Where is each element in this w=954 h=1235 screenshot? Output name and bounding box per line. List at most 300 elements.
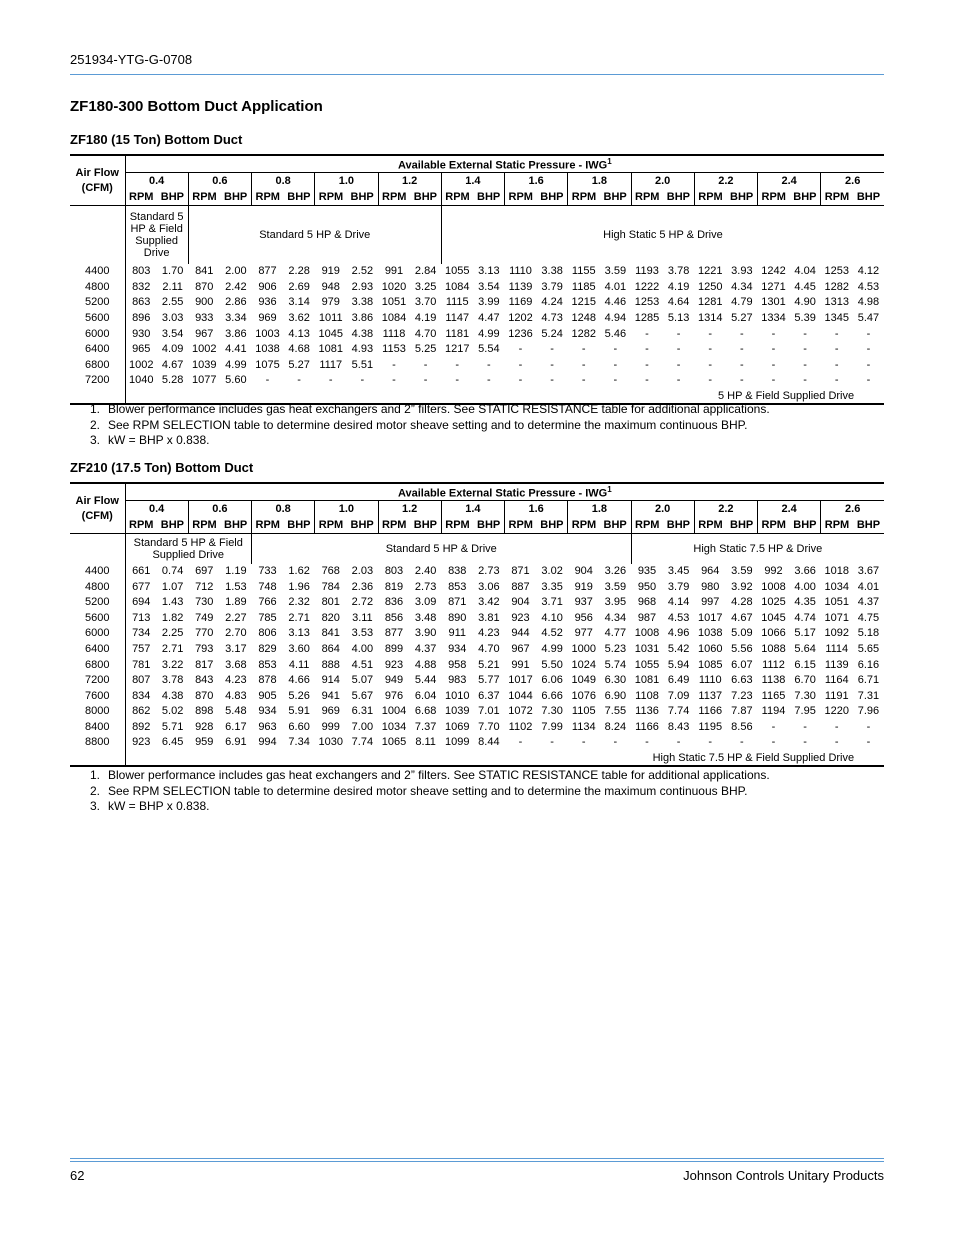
bhp-cell: 4.70	[414, 327, 437, 340]
bhp-cell: 5.21	[478, 658, 500, 671]
rpm-cell: 1084	[381, 312, 407, 325]
rpm-cell: 870	[195, 689, 214, 702]
rpm-cell: 1004	[381, 705, 407, 718]
bhp-cell: 6.90	[604, 689, 627, 702]
rpm-cell: 899	[384, 643, 404, 655]
bhp-cell: 6.37	[478, 689, 500, 702]
bhp-cell: -	[740, 343, 744, 356]
bhp-cell: 7.09	[667, 689, 690, 702]
bhp-cell: 3.38	[351, 296, 374, 309]
rpm-cell: 1137	[698, 689, 723, 702]
bhp-cell: 5.02	[161, 705, 184, 718]
bhp-cell: -	[423, 358, 428, 371]
rpm-cell: 793	[195, 643, 214, 655]
airflow-cfm-cell: 6800	[85, 358, 110, 371]
bhp-cell: 4.79	[731, 296, 753, 309]
rpm-cell: 1092	[824, 627, 849, 640]
rpm-cell: -	[771, 358, 776, 371]
bhp-cell: 3.62	[288, 312, 310, 325]
bhp-cell: 2.70	[225, 627, 247, 640]
rpm-cell: 967	[511, 643, 530, 655]
bhp-cell: 3.06	[478, 580, 500, 593]
rpm-cell: 1166	[635, 720, 659, 733]
drive-region-footer: High Static 7.5 HP & Field Supplied Drive	[378, 751, 884, 766]
rpm-cell: 1025	[761, 596, 786, 609]
bhp-cell: 3.60	[288, 643, 310, 655]
rpm-cell: 963	[258, 720, 277, 733]
drive-region-label: Standard 5 HP & Field Supplied Drive	[125, 206, 188, 265]
bhp-cell: 2.71	[161, 643, 184, 655]
bhp-cell: 2.73	[478, 565, 500, 578]
rpm-cell: 1066	[761, 627, 786, 640]
bhp-header: BHP	[790, 517, 821, 534]
rpm-header: RPM	[315, 517, 347, 534]
bhp-cell: 3.59	[604, 580, 627, 593]
bhp-cell: 5.27	[288, 358, 310, 371]
bhp-cell: 1.07	[161, 580, 184, 593]
bhp-cell: -	[676, 736, 681, 749]
bhp-cell: 4.74	[794, 611, 816, 624]
rpm-cell: 819	[384, 580, 404, 593]
bhp-cell: 3.86	[351, 312, 374, 325]
table-row	[70, 358, 884, 374]
rpm-cell: 1282	[824, 280, 849, 293]
rpm-cell: 712	[195, 580, 214, 593]
rpm-cell: 1039	[445, 705, 470, 718]
bhp-header: BHP	[347, 189, 378, 206]
bhp-cell: 7.31	[857, 689, 880, 702]
pressure-column-header: 1.8	[568, 501, 631, 518]
bhp-cell: -	[740, 358, 744, 371]
rpm-cell: 1253	[634, 296, 660, 309]
rpm-cell: 935	[637, 565, 657, 578]
bhp-cell: 3.95	[604, 596, 627, 609]
rpm-cell: 807	[125, 673, 157, 689]
airflow-cfm-cell: 6400	[85, 643, 110, 655]
bhp-cell: 5.46	[604, 327, 627, 340]
footer-spacer	[125, 751, 378, 766]
rpm-cell: 1002	[192, 343, 217, 356]
rpm-cell: 1191	[824, 689, 849, 702]
rpm-cell: 930	[125, 326, 157, 342]
bhp-cell: 4.51	[351, 658, 374, 671]
rpm-cell: 1217	[445, 343, 470, 356]
rpm-cell: 987	[637, 611, 657, 624]
bhp-cell: 2.71	[288, 611, 310, 624]
bhp-cell: 3.79	[667, 580, 690, 593]
rpm-cell: -	[265, 374, 270, 387]
rpm-cell: 834	[125, 688, 157, 704]
bhp-cell: 1.82	[161, 611, 184, 624]
pressure-header	[125, 483, 884, 501]
rpm-cell: 730	[195, 596, 214, 609]
bhp-header: BHP	[726, 517, 757, 534]
rpm-cell: 1222	[634, 280, 660, 293]
bhp-cell: 6.06	[541, 674, 563, 687]
rpm-cell: 1345	[824, 312, 849, 325]
bhp-cell: 5.13	[667, 312, 690, 325]
footnote-number: 2.	[89, 417, 100, 432]
bhp-cell: 3.79	[541, 280, 563, 293]
bhp-cell: 4.13	[288, 327, 310, 340]
rpm-cell: -	[645, 374, 649, 387]
rpm-cell: 914	[321, 674, 340, 687]
table-row	[70, 595, 884, 611]
bhp-header: BHP	[410, 517, 441, 534]
table-row	[70, 719, 884, 735]
pressure-column-header: 2.4	[758, 173, 821, 190]
rpm-cell: 1248	[571, 312, 596, 325]
rpm-cell: 1117	[319, 358, 343, 371]
airflow-spacer	[70, 534, 125, 565]
bhp-cell: 4.10	[541, 611, 563, 624]
bhp-cell: 5.60	[225, 374, 247, 387]
bhp-cell: 4.19	[414, 312, 437, 325]
rpm-cell: 713	[125, 611, 157, 627]
bhp-cell: 4.77	[604, 627, 627, 640]
bhp-cell: 2.32	[288, 596, 310, 609]
bhp-cell: 3.90	[414, 627, 437, 640]
rpm-cell: 1138	[761, 674, 786, 687]
rpm-cell: 1081	[634, 674, 660, 687]
bhp-cell: 2.52	[351, 265, 374, 278]
bhp-cell: 2.55	[161, 296, 184, 309]
airflow-cfm-cell: 5600	[85, 312, 110, 325]
footer-rule	[70, 1158, 884, 1159]
rpm-cell: 1165	[761, 689, 786, 702]
rpm-cell: 1134	[571, 720, 596, 733]
footnote-number: 1.	[89, 768, 100, 782]
bhp-cell: 6.91	[225, 736, 247, 749]
bhp-cell: -	[676, 358, 681, 371]
bhp-cell: 4.38	[161, 689, 184, 702]
airflow-cfm-cell: 6800	[85, 658, 110, 671]
rpm-cell: 980	[701, 580, 720, 593]
rpm-cell: 1055	[634, 658, 660, 671]
rpm-cell: 1181	[445, 327, 470, 340]
rpm-cell: -	[708, 327, 713, 340]
footer-rule-secondary	[70, 1161, 884, 1162]
bhp-cell: 5.51	[351, 358, 374, 371]
footnote-text: See RPM SELECTION table to determine desired motor sheave setting and to determine the maximum continuous BHP.	[108, 783, 748, 798]
rpm-cell: 919	[321, 265, 340, 278]
rpm-cell: 904	[574, 565, 593, 578]
bhp-cell: 3.67	[857, 565, 880, 578]
pressure-column-header: 1.2	[378, 173, 441, 190]
bhp-cell: 4.45	[794, 280, 816, 293]
bhp-cell: 3.48	[414, 611, 437, 624]
rpm-cell: 923	[511, 611, 530, 624]
bhp-cell: 3.70	[414, 296, 437, 309]
bhp-cell: 4.96	[667, 627, 690, 640]
bhp-cell: 3.54	[478, 280, 500, 293]
rpm-cell: 892	[125, 719, 157, 735]
rpm-cell: 976	[384, 689, 404, 702]
bhp-cell: 5.25	[414, 343, 437, 356]
rpm-cell: 997	[701, 596, 720, 609]
bhp-cell: 4.88	[414, 658, 437, 671]
bhp-header: BHP	[663, 189, 694, 206]
rpm-cell: -	[518, 343, 523, 356]
bhp-cell: 8.43	[667, 720, 690, 733]
rpm-cell: 969	[258, 312, 277, 325]
bhp-cell: -	[550, 374, 554, 387]
rpm-cell: 983	[448, 674, 467, 687]
rpm-cell: 871	[448, 596, 467, 609]
bhp-cell: 4.53	[667, 611, 690, 624]
rpm-cell: 923	[125, 735, 157, 751]
bhp-cell: 3.78	[161, 674, 184, 687]
bhp-header: BHP	[663, 517, 694, 534]
bhp-cell: 1.89	[225, 596, 247, 609]
bhp-cell: 3.42	[478, 596, 500, 609]
rpm-cell: -	[771, 736, 776, 749]
drive-region-label: High Static 7.5 HP & Drive	[631, 534, 884, 565]
rpm-cell: 936	[258, 296, 277, 309]
bhp-cell: 3.09	[414, 596, 437, 609]
pressure-column-header: 2.4	[758, 501, 821, 518]
rpm-cell: 856	[384, 611, 404, 624]
bhp-cell: 2.11	[162, 280, 183, 293]
airflow-cfm-cell: 4800	[85, 580, 110, 593]
rpm-cell: 878	[258, 674, 277, 687]
footnote-number: 3.	[89, 433, 100, 447]
pressure-column-header: 0.6	[188, 173, 251, 190]
page-number: 62	[70, 1168, 85, 1183]
bhp-cell: 3.03	[161, 312, 184, 325]
bhp-cell: 7.01	[478, 705, 500, 718]
bhp-cell: 4.68	[288, 343, 310, 356]
table-row	[70, 311, 884, 327]
table-row	[70, 626, 884, 642]
bhp-cell: -	[740, 327, 744, 340]
bhp-cell: 2.40	[414, 565, 437, 578]
bhp-cell: 2.25	[161, 627, 184, 640]
rpm-cell: 934	[258, 705, 277, 718]
rpm-cell: 1114	[825, 643, 849, 655]
bhp-cell: -	[613, 343, 618, 356]
bhp-cell: 3.13	[478, 265, 500, 278]
rpm-cell: 991	[384, 265, 404, 278]
rpm-cell: 832	[125, 280, 157, 296]
bhp-cell: 7.99	[541, 720, 563, 733]
bhp-cell: 5.24	[541, 327, 563, 340]
rpm-cell: 1051	[381, 296, 407, 309]
rpm-cell: -	[518, 736, 523, 749]
rpm-cell: -	[518, 358, 523, 371]
bhp-cell: 4.98	[857, 296, 880, 309]
pressure-column-header: 2.2	[694, 173, 757, 190]
rpm-cell: 898	[195, 705, 214, 718]
airflow-cfm-cell: 5200	[85, 596, 110, 609]
rpm-header: RPM	[631, 517, 663, 534]
rpm-cell: -	[645, 358, 649, 371]
rpm-header: RPM	[505, 517, 537, 534]
bhp-cell: 3.78	[667, 265, 690, 278]
rpm-cell: -	[518, 374, 523, 387]
rpm-cell: 820	[321, 611, 340, 624]
rpm-cell: 1030	[318, 736, 343, 749]
bhp-cell: -	[423, 374, 428, 387]
table-title-zf210: ZF210 (17.5 Ton) Bottom Duct	[70, 460, 254, 475]
rpm-cell: 1044	[508, 689, 533, 702]
bhp-cell: -	[487, 358, 491, 371]
bhp-cell: 3.53	[351, 627, 374, 640]
bhp-cell: 5.27	[731, 312, 753, 325]
rpm-header: RPM	[505, 189, 537, 206]
bhp-cell: -	[550, 358, 554, 371]
rpm-cell: 941	[321, 689, 340, 702]
pressure-column-header: 0.6	[188, 501, 251, 518]
bhp-cell: 4.37	[857, 596, 880, 609]
rpm-cell: 1051	[824, 596, 849, 609]
bhp-cell: 4.52	[541, 627, 563, 640]
rpm-cell: 1250	[698, 280, 723, 293]
bhp-cell: 4.67	[731, 611, 753, 624]
bhp-cell: 1.53	[225, 580, 247, 593]
bhp-cell: 5.71	[161, 720, 184, 733]
bhp-header: BHP	[790, 189, 821, 206]
table-row	[70, 373, 884, 389]
rpm-cell: -	[645, 327, 649, 340]
bhp-cell: 6.63	[731, 674, 753, 687]
rpm-cell: -	[392, 374, 396, 387]
rpm-cell: -	[392, 358, 396, 371]
bhp-cell: -	[866, 358, 871, 371]
footnote-line	[70, 784, 770, 800]
table-row	[70, 326, 884, 342]
rpm-cell: 803	[125, 264, 157, 280]
pressure-column-header: 2.6	[821, 173, 884, 190]
bhp-cell: -	[803, 736, 807, 749]
rpm-cell: 1110	[509, 265, 532, 278]
rpm-cell: 781	[125, 657, 157, 673]
bhp-cell: -	[297, 374, 301, 387]
bhp-cell: 2.27	[225, 611, 247, 624]
drive-region-label: High Static 5 HP & Drive	[441, 206, 884, 265]
rpm-cell: 1112	[762, 658, 785, 671]
bhp-cell: 5.48	[225, 705, 247, 718]
bhp-cell: 5.39	[794, 312, 816, 325]
bhp-cell: 4.37	[414, 643, 437, 655]
rpm-header: RPM	[441, 189, 473, 206]
rpm-header: RPM	[378, 189, 410, 206]
rpm-cell: 928	[195, 720, 214, 733]
rpm-cell: 1017	[698, 611, 723, 624]
drive-region-label: Standard 5 HP & Drive	[252, 534, 632, 565]
bhp-cell: 3.59	[604, 265, 627, 278]
bhp-header: BHP	[537, 189, 568, 206]
rpm-cell: 905	[258, 689, 277, 702]
rpm-cell: 1118	[382, 327, 406, 340]
bhp-cell: 4.93	[351, 343, 374, 356]
bhp-cell: 5.56	[731, 643, 753, 655]
bhp-cell: 3.92	[731, 580, 753, 593]
rpm-cell: 1194	[761, 705, 786, 718]
bhp-cell: 1.96	[288, 580, 310, 593]
rpm-cell: 956	[574, 611, 593, 624]
rpm-cell: 1002	[125, 358, 157, 374]
bhp-cell: 6.70	[794, 674, 816, 687]
pressure-column-header: 1.4	[441, 501, 504, 518]
bhp-cell: 5.44	[414, 674, 437, 687]
rpm-cell: 1018	[824, 565, 849, 578]
footnote-text: Blower performance includes gas heat exchangers and 2” filters. See STATIC RESISTANCE table for additional applications.	[108, 402, 770, 416]
rpm-cell: 661	[125, 564, 157, 580]
airflow-cfm-cell: 7600	[85, 689, 110, 702]
bhp-cell: 4.46	[604, 296, 627, 309]
bhp-cell: 3.54	[161, 327, 184, 340]
bhp-header: BHP	[537, 517, 568, 534]
bhp-cell: 5.54	[478, 343, 500, 356]
rpm-header: RPM	[188, 189, 220, 206]
bhp-cell: 3.17	[225, 643, 247, 655]
airflow-cfm-cell: 8800	[85, 736, 110, 749]
rpm-header: RPM	[252, 517, 284, 534]
bhp-cell: -	[613, 374, 618, 387]
table-row	[70, 264, 884, 280]
bhp-cell: 8.56	[731, 720, 753, 733]
bhp-cell: 4.09	[161, 343, 184, 356]
rpm-cell: 1285	[634, 312, 660, 325]
header-rule	[70, 74, 884, 75]
rpm-cell: 806	[258, 627, 277, 640]
rpm-cell: 1045	[318, 327, 343, 340]
rpm-header: RPM	[188, 517, 220, 534]
rpm-cell: 871	[511, 565, 530, 578]
rpm-cell: 853	[258, 658, 277, 671]
rpm-cell: 748	[258, 580, 277, 593]
bhp-cell: 4.41	[225, 343, 247, 356]
table-row	[70, 611, 884, 627]
bhp-cell: 6.45	[161, 736, 184, 749]
bhp-cell: 2.00	[225, 265, 247, 278]
airflow-cfm-cell: 7200	[85, 674, 110, 687]
pressure-column-header: 1.6	[505, 173, 568, 190]
bhp-cell: 5.42	[667, 643, 690, 655]
footnote-line	[70, 402, 770, 418]
rpm-cell: -	[771, 374, 776, 387]
bhp-cell: 6.04	[414, 689, 437, 702]
rpm-cell: 1195	[698, 720, 723, 733]
bhp-cell: 1.70	[161, 265, 184, 278]
bhp-cell: 5.74	[604, 658, 627, 671]
rpm-cell: -	[708, 736, 713, 749]
bhp-cell: 6.07	[731, 658, 753, 671]
bhp-cell: 6.17	[225, 720, 247, 733]
bhp-cell: 7.87	[731, 705, 753, 718]
rpm-cell: 1253	[824, 265, 849, 278]
rpm-header: RPM	[568, 189, 600, 206]
bhp-cell: 3.35	[541, 580, 563, 593]
rpm-cell: 1105	[571, 705, 596, 718]
footnote-line	[70, 768, 770, 784]
bhp-cell: 2.28	[288, 265, 310, 278]
rpm-cell: 900	[195, 296, 214, 309]
notes-zf210	[70, 768, 770, 815]
rpm-cell: 1038	[698, 627, 723, 640]
rpm-cell: 906	[258, 280, 277, 293]
bhp-cell: -	[676, 327, 681, 340]
rpm-cell: 934	[448, 643, 467, 655]
bhp-cell: 4.12	[857, 265, 880, 278]
rpm-cell: 964	[701, 565, 720, 578]
rpm-cell: 1215	[571, 296, 596, 309]
bhp-cell: 4.47	[478, 312, 500, 325]
rpm-cell: 1055	[445, 265, 470, 278]
bhp-header: BHP	[473, 189, 504, 206]
bhp-cell: 5.64	[794, 643, 816, 655]
